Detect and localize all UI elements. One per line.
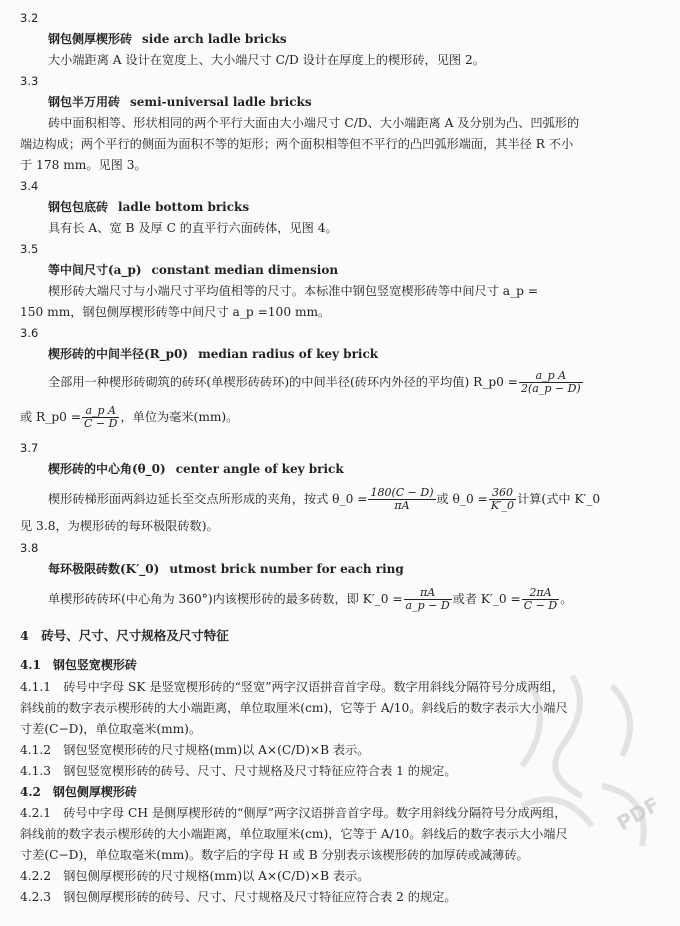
definition-text: ，单位为毫米(mm)。 [120,410,239,424]
term-cn: 等中间尺寸(a_p) [48,263,142,277]
definition-line: 端边构成；两个平行的侧面为面积不等的矩形；两个面积相等但不平行的凸凹弧形端面，其半径 R 不小 [20,137,574,151]
term-cn: 钢包包底砖 [48,200,109,214]
clause-number: 3.6 [20,326,39,340]
paragraph-line: 斜线前的数字表示楔形砖的大小端距离，单位取厘米(cm)，它等于 A/10。斜线后的数字表示大小端尺 [20,701,568,715]
paragraph-line: 4.2.3 钢包侧厚楔形砖的砖号、尺寸、尺寸规格及尺寸特征应符合表 2 的规定。 [20,890,457,904]
numerator: a_p A [519,370,583,383]
definition-text: 。 [560,592,573,606]
denominator: a_p − D [405,599,450,612]
paragraph-line: 斜线前的数字表示楔形砖的大小端距离，单位取厘米(cm)，它等于 A/10。斜线后的数字表示大小端尺 [20,827,568,841]
paragraph-line: 4.2.1 砖号中字母 CH 是侧厚楔形砖的“侧厚”两字汉语拼音首字母。数字用斜线分隔符号分成两组， [20,806,567,820]
definition-text: 计算(式中 K′_0 [517,492,601,506]
term-cn: 钢包侧厚楔形砖 [48,32,133,46]
formula-fraction [519,370,583,395]
definition-line [48,487,600,512]
definition-line [20,405,238,430]
clause-number: 3.3 [20,74,39,88]
term-en: semi-universal ladle bricks [130,95,312,109]
clause-number: 3.7 [20,441,39,455]
subsection-title: 4.1 钢包竖宽楔形砖 [20,658,137,672]
definition-text: 单楔形砖砖环(中心角为 360°)内该楔形砖的最多砖数，即 K′_0 = [48,592,403,606]
definition-line: 150 mm，钢包侧厚楔形砖等中间尺寸 a_p =100 mm。 [20,305,331,319]
numerator: 180(C − D) [370,486,434,499]
denominator: 2(a_p − D) [521,382,581,395]
watermark-stamp [502,666,672,866]
formula-fraction [404,587,452,612]
term-heading [48,31,287,47]
paragraph-line: 4.1.3 钢包竖宽楔形砖的砖号、尺寸、尺寸规格及尺寸特征应符合表 1 的规定。 [20,764,457,778]
term-en: side arch ladle bricks [142,32,287,46]
term-heading [48,199,249,215]
term-heading [48,94,312,110]
paragraph-line: 4.2.2 钢包侧厚楔形砖的尺寸规格(mm)以 A×(C/D)×B 表示。 [20,869,370,883]
denominator: C − D [523,599,558,612]
term-cn: 每环极限砖数(K′_0) [48,562,160,576]
clause-number: 3.4 [20,179,39,193]
subsection-title: 4.2 钢包侧厚楔形砖 [20,785,137,799]
formula-fraction [368,487,435,512]
clause-number: 3.2 [20,11,39,25]
formula-fraction [522,587,559,612]
term-heading [48,561,404,577]
term-en: ladle bottom bricks [118,200,250,214]
denominator: C − D [83,417,118,430]
clause-number: 3.8 [20,541,39,555]
paragraph-line: 寸差(C−D)，单位取毫米(mm)。数字后的字母 H 或 B 分别表示该楔形砖的加厚砖或减薄砖。 [20,848,529,862]
numerator: πA [404,587,452,600]
term-cn: 楔形砖的中间半径(R_p0) [48,347,189,361]
definition-line: 大小端距离 A 设计在宽度上、大小端尺寸 C/D 设计在厚度上的楔形砖，见图 2。 [48,53,485,67]
formula-fraction [82,405,119,430]
term-en: median radius of key brick [198,347,379,361]
term-heading [48,262,338,278]
paragraph-line: 4.1.2 钢包竖宽楔形砖的尺寸规格(mm)以 A×(C/D)×B 表示。 [20,743,370,757]
term-en: utmost brick number for each ring [169,562,404,576]
term-en: constant median dimension [151,263,339,277]
paragraph-line: 寸差(C−D)，单位取毫米(mm)。 [20,722,202,736]
definition-text: 或者 K′_0 = [452,592,521,606]
definition-line [48,370,584,395]
definition-text: 全部用一种楔形砖砌筑的砖环(单楔形砖砖环)的中间半径(砖环内外径的平均值) R_p0 = [48,375,518,389]
definition-line: 于 178 mm。见图 3。 [20,158,147,172]
definition-line [48,587,572,612]
definition-text: 或 R_p0 = [20,410,81,424]
definition-text: 或 θ_0 = [436,492,488,506]
denominator: πA [394,499,410,512]
term-en: center angle of key brick [175,462,344,476]
term-heading [48,346,378,362]
definition-line: 见 3.8，为楔形砖的每环极限砖数)。 [20,519,219,533]
term-heading [48,461,344,477]
definition-text: 楔形砖梯形面两斜边延长至交点所形成的夹角，按式 θ_0 = [48,492,368,506]
numerator: 2πA [522,587,559,600]
definition-line: 砖中面积相等、形状相同的两个平行大面由大小端尺寸 C/D、大小端距离 A 及分别为凸、凹弧形的 [48,116,580,130]
term-cn: 钢包半万用砖 [48,95,121,109]
term-cn: 楔形砖的中心角(θ_0) [48,462,166,476]
paragraph-line: 4.1.1 砖号中字母 SK 是竖宽楔形砖的“竖宽”两字汉语拼音首字母。数字用斜线分隔符号分成两组， [20,680,564,694]
formula-fraction [489,487,516,512]
clause-number: 3.5 [20,242,39,256]
definition-line: 具有长 A、宽 B 及厚 C 的直平行六面砖体，见图 4。 [48,221,338,235]
watermark-text: PDF [612,792,664,836]
numerator: a_p A [82,405,119,418]
denominator: K′_0 [490,499,515,512]
numerator: 360 [489,487,516,500]
definition-line: 楔形砖大端尺寸与小端尺寸平均值相等的尺寸。本标准中钢包竖宽楔形砖等中间尺寸 a_p = [48,284,539,298]
section-title: 4 砖号、尺寸、尺寸规格及尺寸特征 [20,628,229,643]
